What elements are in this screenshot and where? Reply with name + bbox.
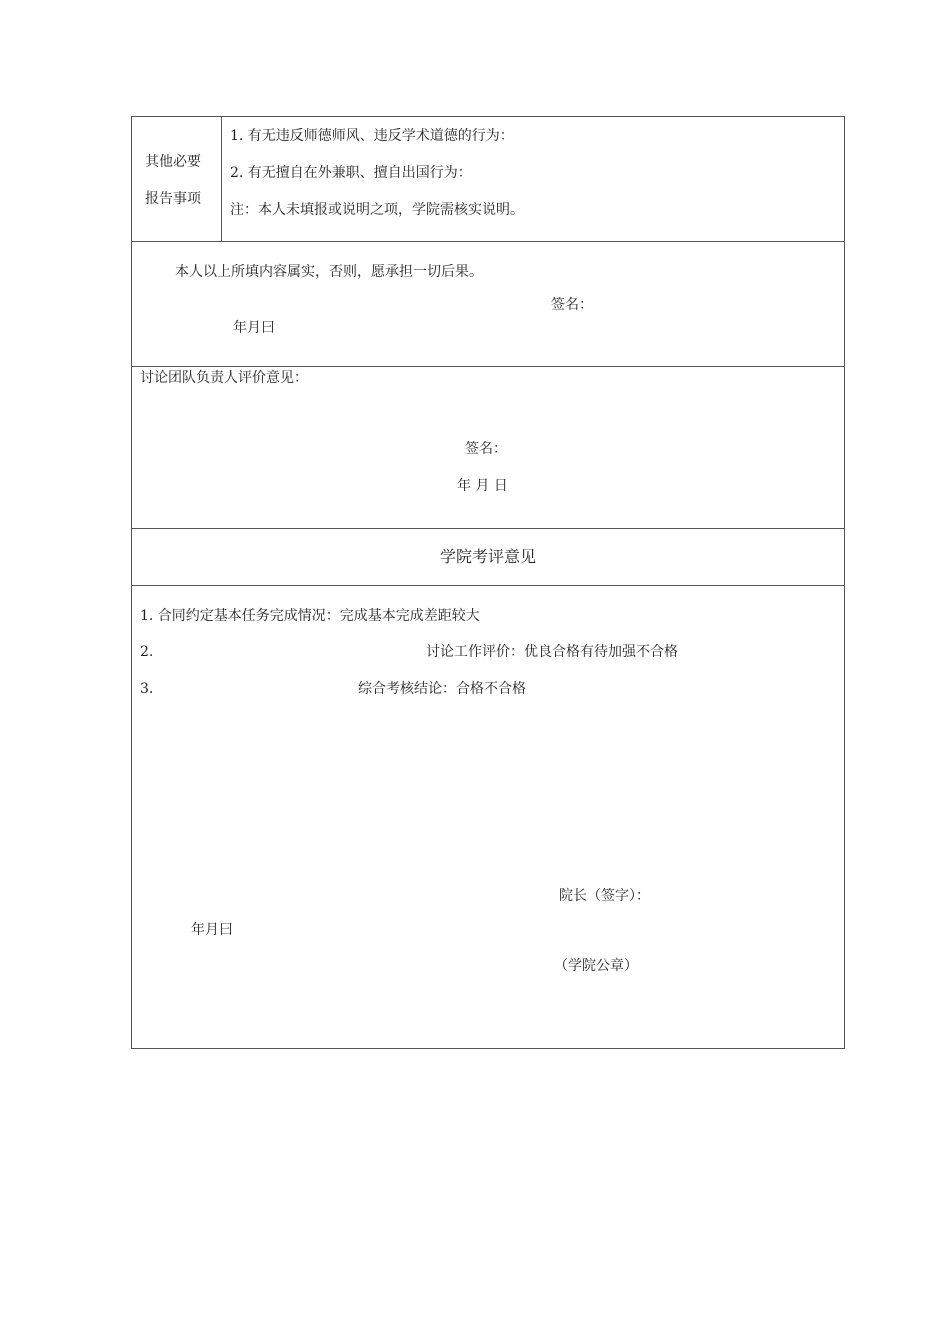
team-leader-heading: 讨论团队负责人评价意见： xyxy=(140,370,308,386)
task-completion-item: 1. 合同约定基本任务完成情况：完成基本完成差距较大 xyxy=(140,608,480,624)
other-items-label-line1: 其他必要 xyxy=(145,154,201,170)
declaration-section xyxy=(132,241,844,366)
team-leader-section xyxy=(132,366,844,528)
work-evaluation-number: 2. xyxy=(140,644,154,660)
column-divider xyxy=(221,117,222,241)
team-leader-signature-label: 签名： xyxy=(465,441,507,457)
dean-signature-label: 院长（签字）： xyxy=(559,888,650,904)
declaration-signature-label: 签名： xyxy=(551,297,593,313)
outside-employment-item: 2. 有无擅自在外兼职、擅自出国行为： xyxy=(230,165,472,181)
work-evaluation-item: 讨论工作评价：优良合格有待加强不合格 xyxy=(426,644,678,660)
college-review-title-row xyxy=(132,528,844,585)
verification-note: 注：本人未填报或说明之项，学院需核实说明。 xyxy=(230,202,524,218)
college-seal-label: （学院公章） xyxy=(554,958,638,974)
declaration-statement: 本人以上所填内容属实，否则，愿承担一切后果。 xyxy=(175,264,483,280)
overall-conclusion-item: 综合考核结论：合格不合格 xyxy=(358,681,526,697)
other-items-label-line2: 报告事项 xyxy=(145,191,201,207)
team-leader-date-label: 年 月 日 xyxy=(457,478,508,494)
ethics-violation-item: 1. 有无违反师德师风、违反学术道德的行为： xyxy=(230,128,514,144)
evaluation-form xyxy=(131,116,845,1049)
declaration-date-label: 年月曰 xyxy=(233,320,275,336)
college-review-date-label: 年月曰 xyxy=(191,922,233,938)
college-review-section xyxy=(132,585,844,1050)
overall-conclusion-number: 3. xyxy=(140,681,154,697)
college-review-title: 学院考评意见 xyxy=(439,547,536,566)
other-items-section xyxy=(132,117,844,241)
